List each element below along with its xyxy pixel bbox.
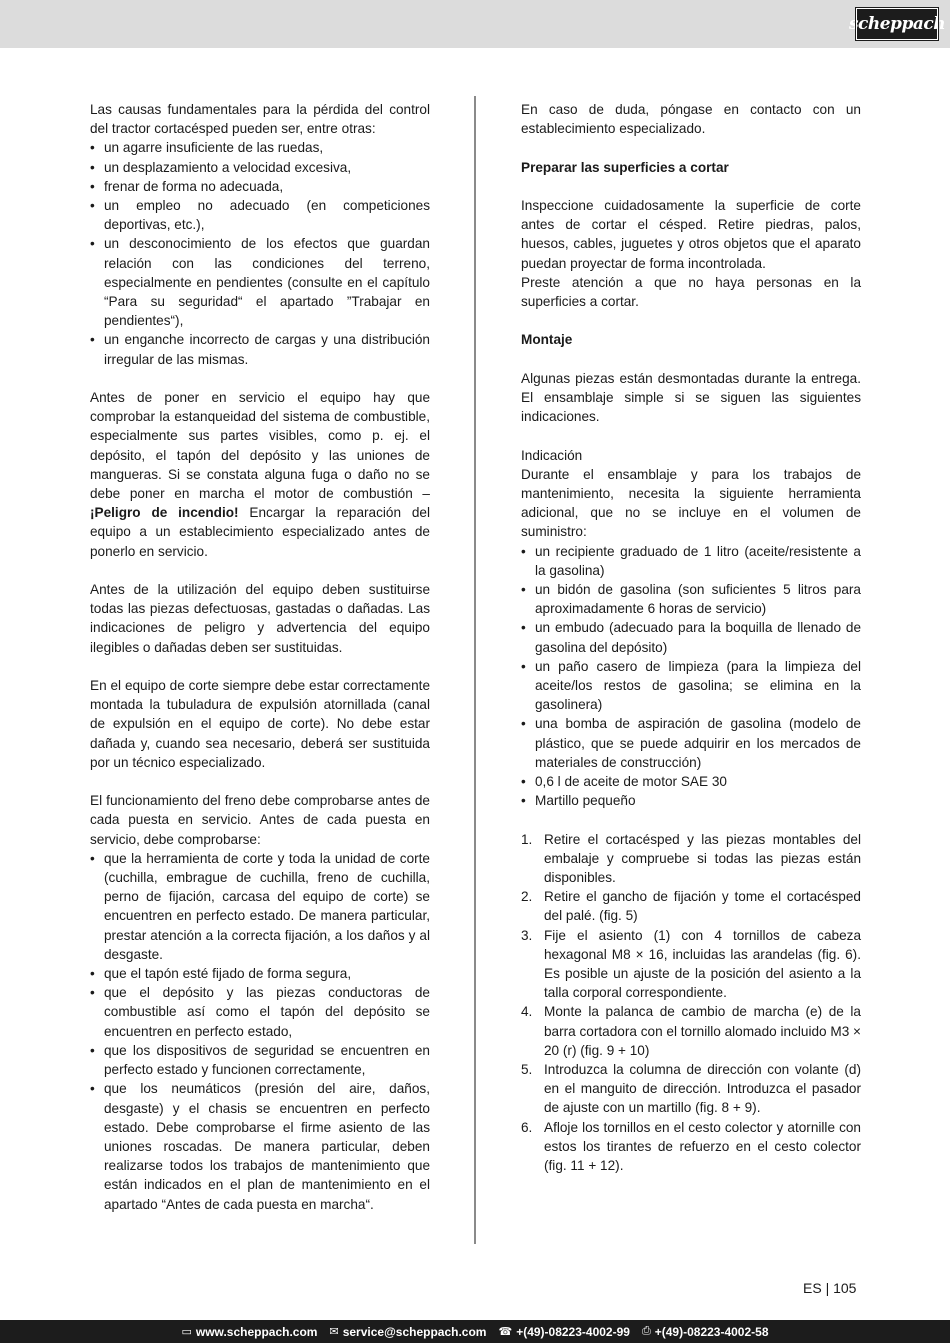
tools-list <box>521 542 861 811</box>
fax-text: +(49)-08223-4002-58 <box>654 1324 769 1339</box>
scheppach-logo: scheppach <box>856 8 938 40</box>
page-number: ES | 105 <box>803 1280 857 1296</box>
list-item: • que el tapón esté fijado de forma segura, <box>90 964 430 983</box>
step-item <box>521 1060 861 1118</box>
fuel-check-text: Antes de poner en servicio el equipo hay que comprobar la estanqueidad del sistema de combustible, especialmente sus partes visibles, como p. ej. el depósito, el tapón del depósito y las uniones de mangueras. Si se constata alguna fuga o daño no se debe poner en marcha el motor de combustión – <box>90 390 430 502</box>
list-item: • Martillo pequeño <box>521 791 861 810</box>
list-item: • un enganche incorrecto de cargas y una distribución irregular de las mismas. <box>90 330 430 368</box>
list-item: • que los dispositivos de seguridad se encuentren en perfecto estado y funcionen correctamente, <box>90 1041 430 1079</box>
step-text: Retire el gancho de fijación y tome el cortacésped del palé. (fig. 5) <box>544 889 861 924</box>
ejection-chute-paragraph: En el equipo de corte siempre debe estar correctamente montada la tubuladura de expulsión atornillada (canal de expulsión en el equipo de corte). No debe estar dañada y, cuando sea necesario, deberá ser sustituida por un técnico especializado. <box>90 678 430 770</box>
causes-list <box>90 138 430 368</box>
list-item: • una bomba de aspiración de gasolina (modelo de plástico, que se puede adquirir en los mercados de materiales de construcción) <box>521 714 861 772</box>
step-text: Monte la palanca de cambio de marcha (e) de la barra cortadora con el tornillo alomado incluido M3 × 20 (r) (fig. 9 + 10) <box>544 1004 861 1058</box>
footer-bar <box>0 1320 950 1343</box>
list-item: • un embudo (adecuado para la boquilla de llenado de gasolina del depósito) <box>521 618 861 656</box>
inspect-paragraph: Inspeccione cuidadosamente la superficie de corte antes de cortar el césped. Retire piedras, palos, huesos, cables, juguetes y otros objetos que el aparato puedan proyectar de forma incontrolada. <box>521 197 861 271</box>
step-text: Introduzca la columna de dirección con volante (d) en el manguito de dirección. Introduzca el pasador de ajuste con un martillo (fig. 8 + 9). <box>544 1062 861 1116</box>
left-column <box>90 100 430 1214</box>
step-number: 2. <box>521 889 533 905</box>
computer-icon: ▭ <box>181 1326 192 1338</box>
list-item: • un bidón de gasolina (son suficientes 5 litros para aproximadamente 6 horas de servicio) <box>521 580 861 618</box>
footer-phone[interactable] <box>498 1325 629 1339</box>
step-item <box>521 1002 861 1060</box>
list-item: • un empleo no adecuado (en competiciones deportivas, etc.), <box>90 196 430 234</box>
step-text: Fije el asiento (1) con 4 tornillos de cabeza hexagonal M8 × 16, incluidas las arandelas (fig. 6). Es posible un ajuste de la posición del asiento a la talla corporal correspondiente. <box>544 927 861 1001</box>
phone-icon: ☎ <box>498 1326 513 1338</box>
phone-text: +(49)-08223-4002-99 <box>516 1324 630 1339</box>
fuel-check-text-end: Encargar la reparación del equipo a un establecimiento especializado antes de ponerlo en servicio. <box>90 505 431 559</box>
list-item: • frenar de forma no adecuada, <box>90 177 430 196</box>
list-item: • que la herramienta de corte y toda la unidad de corte (cuchilla, embrague de cuchilla, freno de cuchilla, perno de fijación, carcasa del equipo de corte) se encuentren en perfecto estado. De manera particular, prestar atención a la correcta fijación, a los daños y al desgaste. <box>90 849 430 964</box>
list-item: • que los neumáticos (presión del aire, daños, desgaste) y el chasis se encuentren en perfecto estado. Debe comprobarse el firme asiento de las uniones roscadas. De manera particular, deben realizarse todos los trabajos de mantenimiento que están indicados en el plan de mantenimiento en el apartado “Antes de cada puesta en marcha“. <box>90 1079 430 1213</box>
header-bar <box>0 0 950 48</box>
fuel-check-paragraph <box>90 388 430 561</box>
section-heading-prepare: Preparar las superficies a cortar <box>521 159 729 175</box>
checks-list <box>90 849 430 1214</box>
step-number: 1. <box>521 831 533 847</box>
assembly-steps <box>521 830 861 1176</box>
column-divider <box>474 96 476 1244</box>
list-item: • un agarre insuficiente de las ruedas, <box>90 138 430 157</box>
list-item: • un desplazamiento a velocidad excesiva, <box>90 158 430 177</box>
step-number: 3. <box>521 927 533 943</box>
section-heading-assembly: Montaje <box>521 332 573 348</box>
step-item <box>521 1118 861 1176</box>
mail-icon: ✉ <box>329 1326 339 1338</box>
list-item: • un paño casero de limpieza (para la limpieza del aceite/los restos de gasolina; se elimina en la gasolinera) <box>521 657 861 715</box>
footer-fax[interactable] <box>642 1325 769 1339</box>
list-item: • 0,6 l de aceite de motor SAE 30 <box>521 772 861 791</box>
note-label: Indicación <box>521 447 583 463</box>
replace-parts-paragraph: Antes de la utilización del equipo deben sustituirse todas las piezas defectuosas, gastadas o dañadas. Las indicaciones de peligro y advertencia del equipo ilegibles o dañadas deben ser sustituidas. <box>90 582 430 655</box>
website-text: www.scheppach.com <box>195 1324 318 1339</box>
step-text: Afloje los tornillos en el cesto colector y atornille con estos los tirantes de refuerzo en el cesto colector (fig. 11 + 12). <box>544 1119 861 1174</box>
list-item: • que el depósito y las piezas conductoras de combustible así como el tapón del depósito se encuentren en perfecto estado, <box>90 983 430 1041</box>
step-number: 4. <box>521 1004 533 1020</box>
step-item <box>521 926 861 1003</box>
assembly-intro: Algunas piezas están desmontadas durante la entrega. El ensamblaje simple si se siguen las siguientes indicaciones. <box>521 370 861 425</box>
note-text: Durante el ensamblaje y para los trabajos de mantenimiento, necesita la siguiente herramienta adicional, que no se incluye en el volumen de suministro: <box>521 466 861 540</box>
causes-intro: Las causas fundamentales para la pérdida del control del tractor cortacésped pueden ser, entre otras: <box>90 102 430 137</box>
brake-check-paragraph: El funcionamiento del freno debe comprobarse antes de cada puesta en servicio. Antes de cada puesta en servicio, debe comprobarse: <box>90 793 430 847</box>
list-item: • un desconocimiento de los efectos que guardan relación con las condiciones del terreno, especialmente en pendientes (consulte en el capítulo “Para su seguridad“ el apartado ”Trabajar en pendientes“), <box>90 234 430 330</box>
footer-website[interactable] <box>181 1325 317 1339</box>
step-item <box>521 887 861 925</box>
doubt-paragraph: En caso de duda, póngase en contacto con un establecimiento especializado. <box>521 102 861 137</box>
email-text: service@scheppach.com <box>342 1324 487 1339</box>
step-number: 5. <box>521 1062 533 1078</box>
step-text: Retire el cortacésped y las piezas montables del embalaje y compruebe si todas las piezas están disponibles. <box>544 831 861 886</box>
step-item <box>521 830 861 888</box>
list-item: • un recipiente graduado de 1 litro (aceite/resistente a la gasolina) <box>521 542 861 580</box>
fax-icon: ⎙ <box>641 1325 651 1337</box>
attention-paragraph: Preste atención a que no haya personas en la superficies a cortar. <box>521 274 861 309</box>
right-column <box>521 100 861 1175</box>
fire-warning: ¡Peligro de incendio! <box>90 505 239 521</box>
step-number: 6. <box>521 1119 533 1135</box>
footer-email[interactable] <box>329 1325 486 1339</box>
